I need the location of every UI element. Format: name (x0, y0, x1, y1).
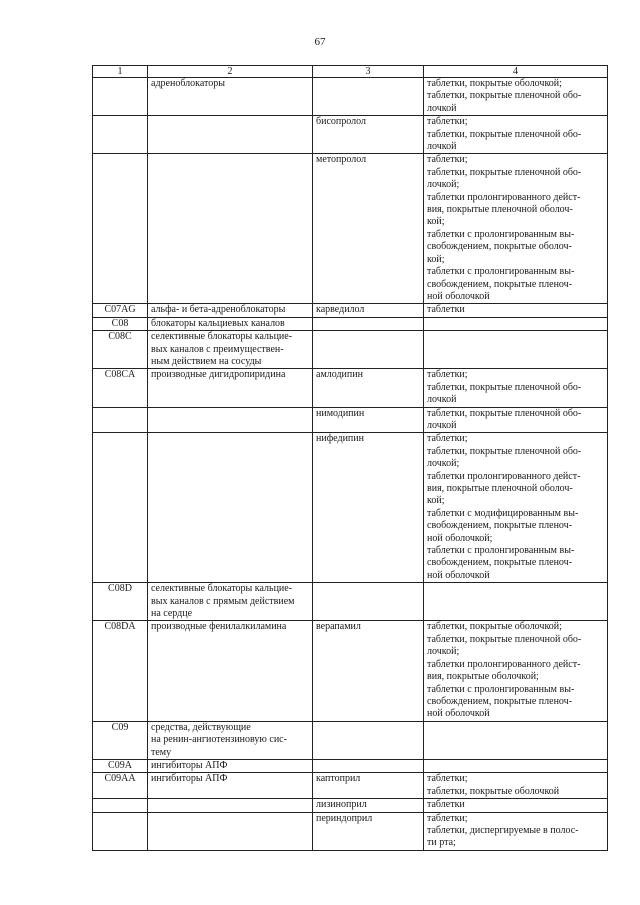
drug-cell (313, 721, 424, 759)
header-cell-2: 2 (148, 66, 313, 78)
atc-code-cell: C09A (93, 759, 148, 772)
dosage-form-cell: таблетки; таблетки, диспергируемые в полос- ти рта; (424, 812, 608, 850)
group-cell: средства, действующие на ренин-ангиотензиновую сис- тему (148, 721, 313, 759)
group-cell (148, 433, 313, 583)
table-row (93, 116, 608, 154)
group-cell: ингибиторы АПФ (148, 759, 313, 772)
group-cell (148, 154, 313, 304)
table-row (93, 583, 608, 621)
dosage-form-cell: таблетки; таблетки, покрытые пленочной обо- лочкой (424, 116, 608, 154)
dosage-form-cell (424, 583, 608, 621)
table-row (93, 759, 608, 772)
drug-cell: каптоприл (313, 773, 424, 799)
header-cell-4: 4 (424, 66, 608, 78)
atc-code-cell: C08DA (93, 621, 148, 721)
drug-table (92, 65, 608, 851)
dosage-form-cell: таблетки, покрытые пленочной обо- лочкой (424, 407, 608, 433)
table-row (93, 154, 608, 304)
atc-code-cell (93, 433, 148, 583)
group-cell: адреноблокаторы (148, 78, 313, 116)
dosage-form-cell: таблетки (424, 304, 608, 317)
table-row (93, 773, 608, 799)
drug-cell (313, 583, 424, 621)
group-cell (148, 116, 313, 154)
drug-cell: нимодипин (313, 407, 424, 433)
drug-cell: нифедипин (313, 433, 424, 583)
atc-code-cell: C08CA (93, 369, 148, 407)
table-row (93, 331, 608, 369)
group-cell (148, 812, 313, 850)
table-row (93, 78, 608, 116)
atc-code-cell (93, 799, 148, 812)
drug-cell: карведилол (313, 304, 424, 317)
group-cell: альфа- и бета-адреноблокаторы (148, 304, 313, 317)
drug-cell (313, 78, 424, 116)
dosage-form-cell: таблетки, покрытые оболочкой; таблетки, покрытые пленочной обо- лочкой (424, 78, 608, 116)
table-row (93, 369, 608, 407)
dosage-form-cell: таблетки, покрытые оболочкой; таблетки, покрытые пленочной обо- лочкой; таблетки пролонгированного дейст- вия, покрытые оболочкой; таблетки с пролонгированным вы- свобождением, покрытые пленоч- ной оболочкой (424, 621, 608, 721)
table-row (93, 407, 608, 433)
header-cell-3: 3 (313, 66, 424, 78)
table-row (93, 721, 608, 759)
drug-cell (313, 331, 424, 369)
drug-cell (313, 317, 424, 330)
group-cell (148, 799, 313, 812)
dosage-form-cell: таблетки (424, 799, 608, 812)
atc-code-cell (93, 154, 148, 304)
atc-code-cell: C08 (93, 317, 148, 330)
drug-cell: верапамил (313, 621, 424, 721)
dosage-form-cell (424, 759, 608, 772)
dosage-form-cell: таблетки; таблетки, покрытые пленочной обо- лочкой (424, 369, 608, 407)
table-row (93, 317, 608, 330)
header-cell-1: 1 (93, 66, 148, 78)
table-row (93, 433, 608, 583)
dosage-form-cell (424, 331, 608, 369)
drug-cell: периндоприл (313, 812, 424, 850)
group-cell: производные дигидропиридина (148, 369, 313, 407)
group-cell: селективные блокаторы кальцие- вых каналов с прямым действием на сердце (148, 583, 313, 621)
atc-code-cell: C08D (93, 583, 148, 621)
dosage-form-cell: таблетки; таблетки, покрытые оболочкой (424, 773, 608, 799)
dosage-form-cell: таблетки; таблетки, покрытые пленочной обо- лочкой; таблетки пролонгированного дейст- вия, покрытые пленочной оболоч- кой; таблетки с пролонгированным вы- свобождением, покрытые оболоч- кой; таблетки с пролонгированным вы- свобождением, покрытые пленоч- ной оболочкой (424, 154, 608, 304)
table-header-row (93, 66, 608, 78)
group-cell (148, 407, 313, 433)
drug-cell (313, 759, 424, 772)
atc-code-cell: C09 (93, 721, 148, 759)
drug-cell: метопролол (313, 154, 424, 304)
atc-code-cell: C08C (93, 331, 148, 369)
group-cell: производные фенилалкиламина (148, 621, 313, 721)
atc-code-cell (93, 78, 148, 116)
page-number: 67 (314, 36, 326, 48)
drug-cell: амлодипин (313, 369, 424, 407)
drug-cell: лизиноприл (313, 799, 424, 812)
dosage-form-cell (424, 721, 608, 759)
group-cell: блокаторы кальциевых каналов (148, 317, 313, 330)
atc-code-cell: C07AG (93, 304, 148, 317)
dosage-form-cell: таблетки; таблетки, покрытые пленочной обо- лочкой; таблетки пролонгированного дейст- вия, покрытые пленочной оболоч- кой; таблетки с модифицированным вы- свобождением, покрытые пленоч- ной оболочкой; таблетки с пролонгированным вы- свобождением, покрытые пленоч- ной оболочкой (424, 433, 608, 583)
atc-code-cell: C09AA (93, 773, 148, 799)
group-cell: селективные блокаторы кальцие- вых каналов с преимуществен- ным действием на сосуды (148, 331, 313, 369)
atc-code-cell (93, 116, 148, 154)
table-row (93, 621, 608, 721)
atc-code-cell (93, 407, 148, 433)
table-row (93, 799, 608, 812)
dosage-form-cell (424, 317, 608, 330)
table-row (93, 812, 608, 850)
atc-code-cell (93, 812, 148, 850)
drug-cell: бисопролол (313, 116, 424, 154)
group-cell: ингибиторы АПФ (148, 773, 313, 799)
table-row (93, 304, 608, 317)
